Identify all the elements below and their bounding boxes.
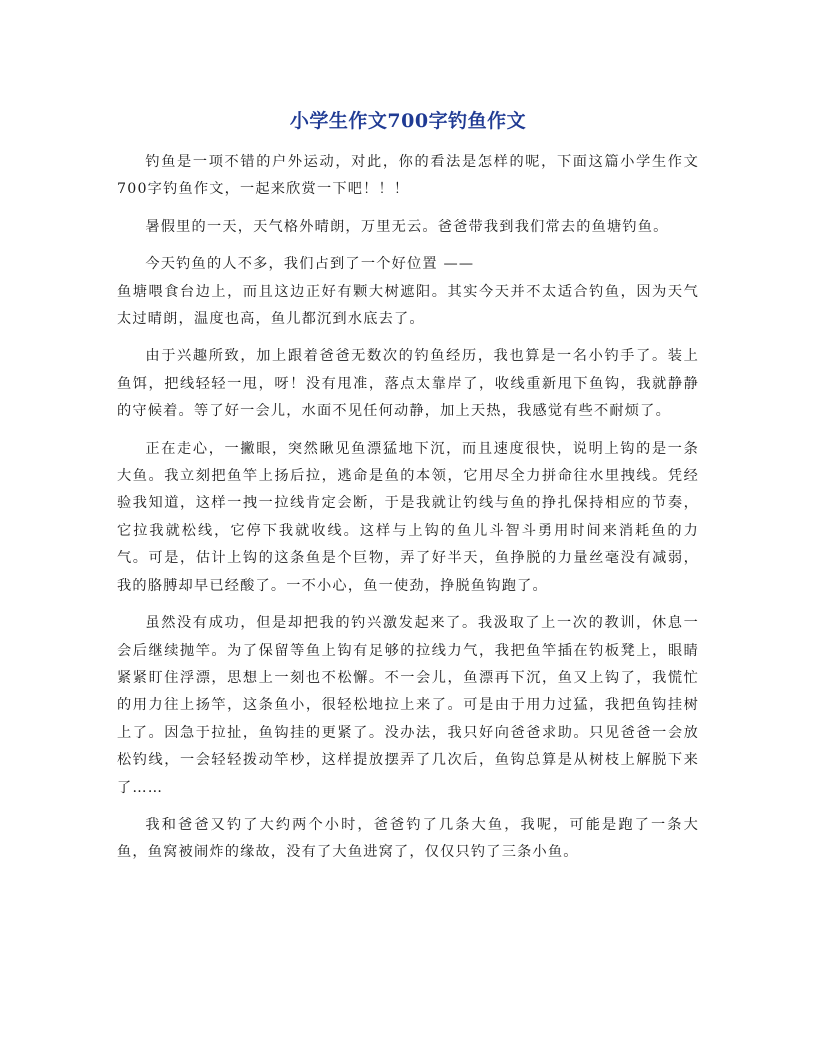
paragraph-summer-day: 暑假里的一天，天气格外晴朗，万里无云。爸爸带我到我们常去的鱼塘钓鱼。 <box>145 218 669 235</box>
paragraph-second-try: 虽然没有成功，但是却把我的钓兴激发起来了。我汲取了上一次的教训，休息一会后继续抛竿。为了保留等鱼上钩有足够的拉线力气，我把鱼竿插在钓板凳上，眼睛紧紧盯住浮漂，思想上一刻也不松懈。不一会儿，鱼漂再下沉，鱼又上钩了，我慌忙的用力往上扬竿，这条鱼小，很轻松地拉上来了。可是由于用力过猛，我把鱼钩挂树上了。因急于拉扯，鱼钩挂的更紧了。没办法，我只好向爸爸求助。只见爸爸一会放松钓线，一会轻轻拨动竿杪，这样提放摆弄了几次后，鱼钩总算是从树枝上解脱下来了…… <box>117 615 699 796</box>
paragraph-casting: 由于兴趣所致，加上跟着爸爸无数次的钓鱼经历，我也算是一名小钓手了。装上鱼饵，把线轻轻一甩，呀！没有甩准，落点太靠岸了，收线重新甩下鱼钩，我就静静的守候着。等了好一会儿，水面不见任何动静，加上天热，我感觉有些不耐烦了。 <box>117 348 699 420</box>
paragraph-feeding-platform: 鱼塘喂食台边上，而且这边正好有颗大树遮阳。其实今天并不太适合钓鱼，因为天气太过晴朗，温度也高，鱼儿都沉到水底去了。 <box>117 283 699 328</box>
paragraph-intro: 钓鱼是一项不错的户外运动，对此，你的看法是怎样的呢，下面这篇小学生作文700字钓鱼作文，一起来欣赏一下吧！！！ <box>117 154 699 198</box>
paragraph-ending: 我和爸爸又钓了大约两个小时，爸爸钓了几条大鱼，我呢，可能是跑了一条大鱼，鱼窝被闹炸的缘故，没有了大鱼进窝了，仅仅只钓了三条小鱼。 <box>117 816 699 861</box>
document-page <box>117 96 699 877</box>
paragraph-big-fish: 正在走心，一撇眼，突然瞅见鱼漂猛地下沉，而且速度很快，说明上钩的是一条大鱼。我立刻把鱼竿上扬后拉，逃命是鱼的本领，它用尽全力拼命往水里拽线。凭经验我知道，这样一拽一拉线肯定会断，于是我就让钓线与鱼的挣扎保持相应的节奏，它拉我就松线，它停下我就收线。这样与上钩的鱼儿斗智斗勇用时间来消耗鱼的力气。可是，估计上钩的这条鱼是个巨物，弄了好半天，鱼挣脱的力量丝毫没有减弱，我的胳膊却早已经酸了。一不小心，鱼一使劲，挣脱鱼钩跑了。 <box>117 440 699 594</box>
paragraph-good-spot: 今天钓鱼的人不多，我们占到了一个好位置 —— <box>145 256 475 273</box>
document-title: 小学生作文700字钓鱼作文 <box>289 110 527 132</box>
